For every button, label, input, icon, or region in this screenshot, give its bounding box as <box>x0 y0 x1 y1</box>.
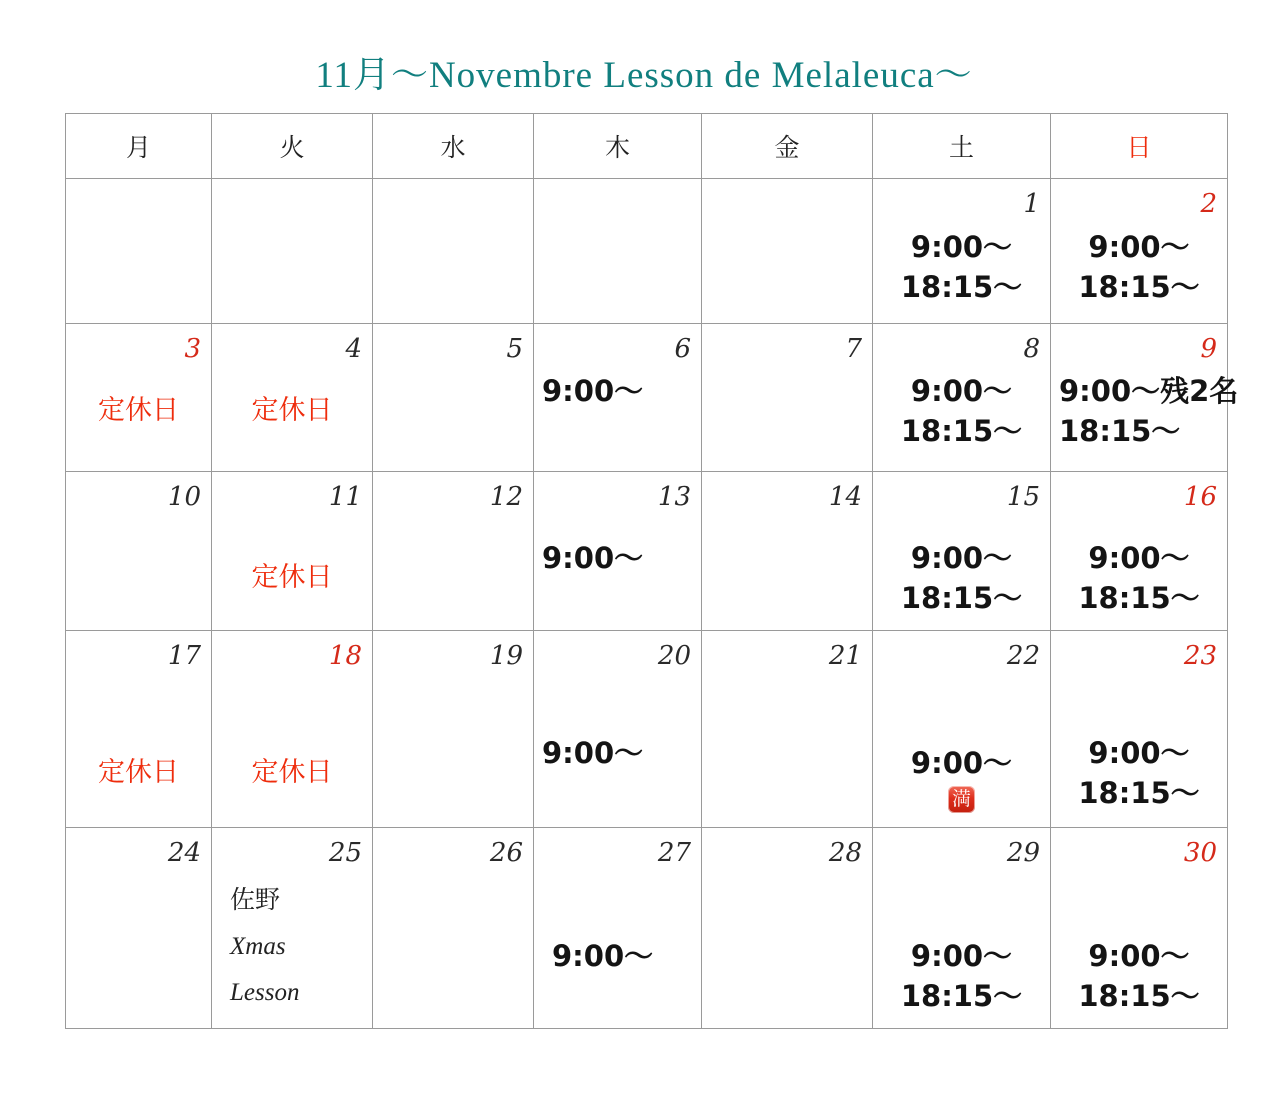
day-number: 19 <box>489 641 523 671</box>
cell-content <box>873 743 1050 813</box>
day-cell-26 <box>373 828 534 1029</box>
cell-content <box>534 733 701 813</box>
day-cell-20 <box>534 631 702 828</box>
day-cell-25 <box>212 828 373 1029</box>
day-number: 16 <box>1183 482 1217 512</box>
weekday-header-row <box>66 114 1228 179</box>
lesson-time: 18:15〜 <box>1078 979 1200 1013</box>
day-number: 20 <box>657 641 691 671</box>
day-number: 18 <box>328 641 362 671</box>
cell-content <box>873 936 1050 1016</box>
day-cell-27 <box>534 828 702 1029</box>
note-text: 佐野 <box>230 887 281 914</box>
lesson-time: 9:00〜 <box>542 541 644 575</box>
cell-content <box>873 371 1050 451</box>
empty-cell <box>212 179 373 324</box>
day-cell-9 <box>1051 324 1239 472</box>
day-cell-10 <box>66 472 212 631</box>
full-booked-badge-icon: 満 <box>948 786 975 813</box>
cell-content <box>212 878 372 1016</box>
day-cell-30 <box>1051 828 1228 1029</box>
day-number: 13 <box>657 482 691 512</box>
day-number: 1 <box>1023 189 1040 219</box>
cell-content <box>66 755 211 813</box>
day-number: 30 <box>1183 838 1217 868</box>
weekday-header-sat: 土 <box>873 114 1051 179</box>
weekday-header-sun: 日 <box>1051 114 1228 179</box>
empty-cell <box>702 179 873 324</box>
lesson-time: 9:00〜 <box>542 374 644 408</box>
cell-content <box>212 755 372 813</box>
day-cell-2 <box>1051 179 1228 324</box>
empty-cell <box>373 179 534 324</box>
day-cell-23 <box>1051 631 1228 828</box>
weekday-header-thu: 木 <box>534 114 702 179</box>
closed-day-label: 定休日 <box>98 395 179 425</box>
lesson-time: 9:00〜 <box>1088 230 1190 264</box>
day-number: 3 <box>184 334 201 364</box>
day-cell-8 <box>873 324 1051 472</box>
cell-content <box>534 538 701 618</box>
day-cell-5 <box>373 324 534 472</box>
day-cell-6 <box>534 324 702 472</box>
weekday-header-fri: 金 <box>702 114 873 179</box>
cell-content <box>66 393 211 451</box>
week-row-2 <box>66 324 1228 472</box>
lesson-time: 9:00〜 <box>1088 541 1190 575</box>
day-number: 24 <box>167 838 201 868</box>
cell-content <box>873 227 1050 307</box>
day-cell-1 <box>873 179 1051 324</box>
day-number: 28 <box>828 838 862 868</box>
day-cell-18 <box>212 631 373 828</box>
lesson-time: 18:15〜 <box>900 979 1023 1013</box>
lesson-time: 18:15〜 <box>1078 581 1200 615</box>
day-cell-22 <box>873 631 1051 828</box>
day-cell-13 <box>534 472 702 631</box>
cell-content <box>212 393 372 451</box>
weekday-header-tue: 火 <box>212 114 373 179</box>
weekday-header-wed: 水 <box>373 114 534 179</box>
week-row-4 <box>66 631 1228 828</box>
lesson-time: 18:15〜 <box>900 270 1023 304</box>
cell-content <box>212 560 372 618</box>
lesson-time: 9:00〜 <box>552 939 654 973</box>
cell-content <box>534 371 701 451</box>
note-text: Xmas <box>230 933 286 960</box>
weekday-header-mon: 月 <box>66 114 212 179</box>
day-number: 5 <box>506 334 523 364</box>
day-number: 26 <box>489 838 523 868</box>
day-number: 6 <box>674 334 691 364</box>
closed-day-label: 定休日 <box>251 562 333 592</box>
day-cell-3 <box>66 324 212 472</box>
cell-content <box>1051 733 1227 813</box>
cell-content <box>1051 538 1227 618</box>
day-number: 10 <box>167 482 201 512</box>
day-cell-16 <box>1051 472 1228 631</box>
lesson-time: 9:00〜 <box>542 736 644 770</box>
closed-day-label: 定休日 <box>98 757 179 787</box>
day-number: 23 <box>1183 641 1217 671</box>
cell-content <box>1051 936 1227 1016</box>
week-row-5 <box>66 828 1228 1029</box>
day-number: 22 <box>1006 641 1040 671</box>
closed-day-label: 定休日 <box>251 395 333 425</box>
week-row-3 <box>66 472 1228 631</box>
day-cell-4 <box>212 324 373 472</box>
lesson-time: 9:00〜 <box>910 374 1013 408</box>
day-cell-12 <box>373 472 534 631</box>
day-cell-15 <box>873 472 1051 631</box>
day-cell-11 <box>212 472 373 631</box>
day-number: 21 <box>828 641 862 671</box>
lesson-time: 9:00〜 <box>910 939 1013 973</box>
cell-content <box>534 936 701 1016</box>
day-number: 9 <box>1200 334 1217 364</box>
day-cell-28 <box>702 828 873 1029</box>
day-number: 17 <box>167 641 201 671</box>
lesson-time: 18:15〜 <box>900 581 1023 615</box>
note-text: Lesson <box>230 979 300 1006</box>
day-cell-29 <box>873 828 1051 1029</box>
day-number: 27 <box>657 838 691 868</box>
day-number: 7 <box>845 334 862 364</box>
day-cell-7 <box>702 324 873 472</box>
day-number: 12 <box>489 482 523 512</box>
day-cell-21 <box>702 631 873 828</box>
day-cell-14 <box>702 472 873 631</box>
lesson-time: 9:00〜 <box>910 541 1013 575</box>
closed-day-label: 定休日 <box>251 757 333 787</box>
day-cell-24 <box>66 828 212 1029</box>
lesson-time: 9:00〜残2名 <box>1059 374 1239 408</box>
day-number: 2 <box>1200 189 1217 219</box>
empty-cell <box>534 179 702 324</box>
day-cell-19 <box>373 631 534 828</box>
day-number: 25 <box>328 838 362 868</box>
calendar-table <box>65 113 1239 1029</box>
lesson-time: 9:00〜 <box>1088 939 1190 973</box>
lesson-time: 18:15〜 <box>900 414 1023 448</box>
lesson-time: 9:00〜 <box>910 230 1013 264</box>
empty-cell <box>66 179 212 324</box>
lesson-time: 9:00〜 <box>1088 736 1190 770</box>
cell-content <box>1051 371 1239 451</box>
day-number: 14 <box>828 482 862 512</box>
lesson-time: 9:00〜 <box>910 746 1013 780</box>
page-title: 11月〜Novembre Lesson de Melaleuca〜 <box>315 55 973 96</box>
lesson-time: 18:15〜 <box>1078 270 1200 304</box>
day-cell-17 <box>66 631 212 828</box>
lesson-time: 18:15〜 <box>1078 776 1200 810</box>
cell-content <box>873 538 1050 618</box>
day-number: 11 <box>328 482 362 512</box>
week-row-1 <box>66 179 1228 324</box>
day-number: 8 <box>1023 334 1040 364</box>
day-number: 29 <box>1006 838 1040 868</box>
day-number: 4 <box>345 334 362 364</box>
cell-content <box>1051 227 1227 307</box>
lesson-time: 18:15〜 <box>1059 414 1181 448</box>
day-number: 15 <box>1006 482 1040 512</box>
